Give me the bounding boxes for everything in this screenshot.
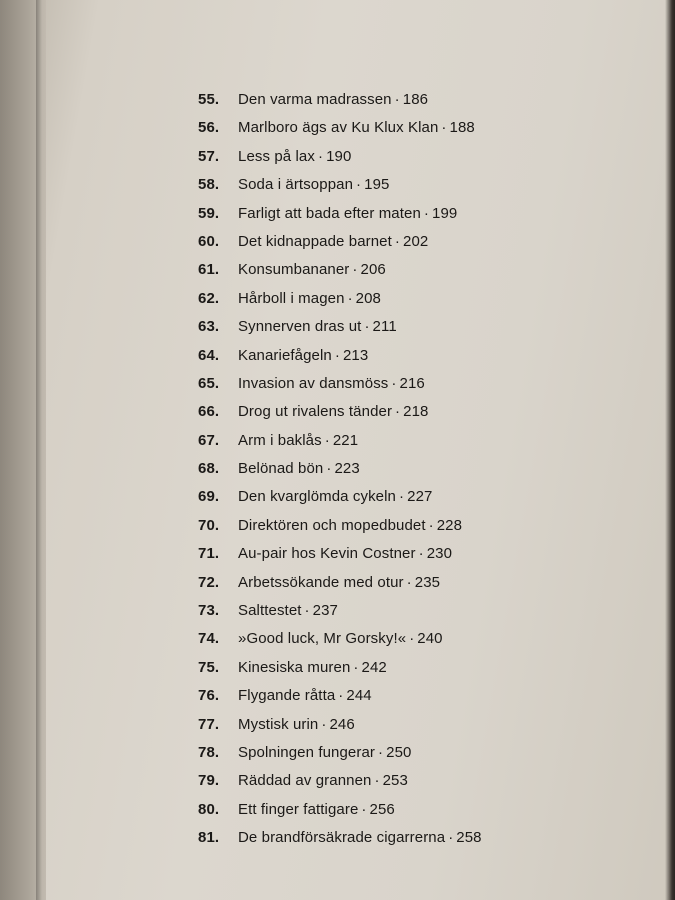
entry-separator: · — [391, 374, 397, 392]
entry-page: 228 — [436, 516, 463, 534]
entry-separator: · — [326, 460, 332, 478]
toc-entry — [198, 741, 658, 769]
entry-separator: · — [374, 772, 380, 790]
entry-title: Drog ut rivalens tänder — [238, 403, 393, 421]
entry-title: Soda i ärtsoppan — [238, 176, 354, 194]
entry-page: 211 — [372, 318, 397, 336]
entry-title: Less på lax — [238, 147, 315, 165]
entry-number: 56. — [198, 119, 220, 137]
entry-title: Konsumbananer — [238, 261, 350, 279]
toc-entry — [198, 258, 658, 286]
entry-number: 67. — [198, 431, 220, 449]
entry-page: 208 — [355, 289, 381, 307]
entry-separator: · — [321, 715, 327, 733]
entry-number: 79. — [198, 772, 220, 790]
entry-separator: · — [317, 147, 324, 165]
entry-title: Arm i baklås — [238, 431, 322, 449]
entry-separator: · — [441, 119, 447, 137]
entry-title: Den kvarglömda cykeln — [238, 488, 397, 506]
entry-title: Arbetssökande med otur — [238, 573, 404, 591]
entry-page: 188 — [449, 119, 475, 137]
entry-separator: · — [409, 630, 415, 648]
entry-number: 81. — [198, 829, 220, 847]
table-of-contents — [198, 88, 658, 855]
entry-title: Ett finger fattigare — [238, 800, 359, 818]
entry-separator: · — [356, 176, 362, 194]
entry-page: 206 — [360, 261, 386, 279]
toc-entry — [198, 656, 658, 684]
entry-number: 76. — [198, 687, 220, 705]
entry-page: 223 — [334, 460, 360, 478]
entry-number: 64. — [198, 346, 220, 364]
entry-page: 186 — [402, 91, 429, 108]
entry-page: 227 — [407, 488, 433, 506]
entry-separator: · — [394, 232, 400, 250]
entry-page: 250 — [386, 743, 412, 761]
toc-entry — [198, 173, 658, 201]
entry-title: Farligt att bada efter maten — [238, 204, 421, 222]
entry-separator: · — [364, 318, 370, 336]
entry-separator: · — [399, 488, 405, 506]
entry-separator: · — [448, 829, 454, 847]
entry-page: 218 — [403, 403, 429, 421]
entry-number: 60. — [198, 232, 220, 250]
toc-entry — [198, 116, 658, 144]
entry-title: Direktören och mopedbudet — [238, 516, 426, 534]
entry-page: 258 — [456, 829, 482, 847]
entry-page: 246 — [329, 715, 355, 733]
entry-title: Synnerven dras ut — [238, 318, 362, 336]
entry-number: 72. — [198, 573, 220, 591]
entry-page: 221 — [332, 431, 359, 449]
entry-title: De brandförsäkrade cigarrerna — [238, 829, 446, 847]
entry-title: Mystisk urin — [238, 715, 319, 733]
toc-entry — [198, 571, 658, 599]
toc-entry — [198, 457, 658, 485]
entry-title: Belönad bön — [238, 460, 324, 478]
entry-title: Salttestet — [238, 602, 302, 620]
entry-number: 78. — [198, 743, 220, 761]
toc-entry — [198, 599, 658, 627]
entry-title: Spolningen fungerar — [238, 743, 376, 761]
toc-entry — [198, 230, 658, 258]
entry-number: 75. — [198, 658, 220, 676]
entry-page: 240 — [417, 630, 443, 648]
toc-entry — [198, 713, 658, 741]
toc-entry — [198, 627, 658, 655]
entry-title: Marlboro ägs av Ku Klux Klan — [238, 119, 439, 137]
toc-entry — [198, 798, 658, 826]
entry-number: 58. — [198, 176, 220, 194]
entry-page: 216 — [399, 374, 425, 392]
entry-separator: · — [378, 743, 384, 761]
entry-separator: · — [418, 545, 424, 563]
entry-separator: · — [353, 658, 359, 676]
toc-entry — [198, 88, 658, 116]
entry-page: 199 — [432, 204, 458, 222]
entry-page: 235 — [414, 573, 441, 591]
entry-title: Au-pair hos Kevin Costner — [238, 545, 416, 563]
toc-entry — [198, 769, 658, 797]
entry-number: 65. — [198, 374, 220, 392]
toc-entry — [198, 287, 658, 315]
entry-number: 55. — [198, 91, 220, 108]
entry-page: 213 — [342, 346, 369, 364]
entry-number: 69. — [198, 488, 220, 506]
entry-title: Det kidnappade barnet — [238, 232, 392, 250]
entry-separator: · — [352, 261, 358, 279]
toc-entry — [198, 344, 658, 372]
entry-number: 74. — [198, 630, 220, 648]
entry-title: Den varma madrassen — [238, 91, 392, 108]
entry-page: 202 — [403, 232, 429, 250]
entry-title: Kinesiska muren — [238, 658, 351, 676]
entry-page: 230 — [426, 545, 453, 563]
toc-entry — [198, 826, 658, 854]
entry-page: 244 — [346, 687, 372, 705]
entry-number: 73. — [198, 602, 220, 620]
toc-entry — [198, 145, 658, 173]
entry-number: 59. — [198, 204, 220, 222]
entry-number: 62. — [198, 289, 220, 307]
entry-title: Invasion av dansmöss — [238, 374, 389, 392]
page-gutter-shadow — [36, 0, 42, 900]
entry-separator: · — [324, 431, 330, 449]
toc-entry — [198, 315, 658, 343]
entry-number: 71. — [198, 545, 220, 563]
entry-separator: · — [406, 573, 412, 591]
entry-separator: · — [338, 687, 344, 705]
entry-title: Räddad av grannen — [238, 772, 372, 790]
toc-entry — [198, 202, 658, 230]
toc-entry — [198, 429, 658, 457]
entry-separator: · — [347, 289, 353, 307]
toc-entry — [198, 514, 658, 542]
entry-number: 66. — [198, 403, 220, 421]
entry-separator: · — [428, 516, 434, 534]
entry-title: Kanariefågeln — [238, 346, 332, 364]
entry-number: 70. — [198, 516, 220, 534]
entry-page: 195 — [364, 176, 390, 194]
entry-title: Flygande råtta — [238, 687, 336, 705]
entry-separator: · — [394, 91, 400, 108]
toc-entry — [198, 684, 658, 712]
entry-number: 80. — [198, 800, 220, 818]
entry-page: 190 — [326, 147, 352, 165]
entry-page: 256 — [369, 800, 395, 818]
entry-title: »Good luck, Mr Gorsky!« — [238, 630, 407, 648]
entry-number: 68. — [198, 460, 220, 478]
entry-separator: · — [361, 800, 367, 818]
entry-separator: · — [304, 602, 310, 620]
entry-number: 57. — [198, 147, 220, 165]
entry-number: 77. — [198, 715, 220, 733]
entry-page: 237 — [312, 602, 338, 620]
entry-separator: · — [423, 204, 430, 222]
entry-title: Hårboll i magen — [238, 289, 345, 307]
toc-entry — [198, 400, 658, 428]
entry-number: 63. — [198, 318, 220, 336]
entry-separator: · — [395, 403, 401, 421]
entry-page: 253 — [382, 772, 408, 790]
toc-entry — [198, 372, 658, 400]
page-right-edge — [665, 0, 675, 900]
entry-page: 242 — [361, 658, 387, 676]
entry-number: 61. — [198, 261, 220, 279]
toc-entry — [198, 542, 658, 570]
entry-separator: · — [334, 346, 340, 364]
toc-entry — [198, 485, 658, 513]
